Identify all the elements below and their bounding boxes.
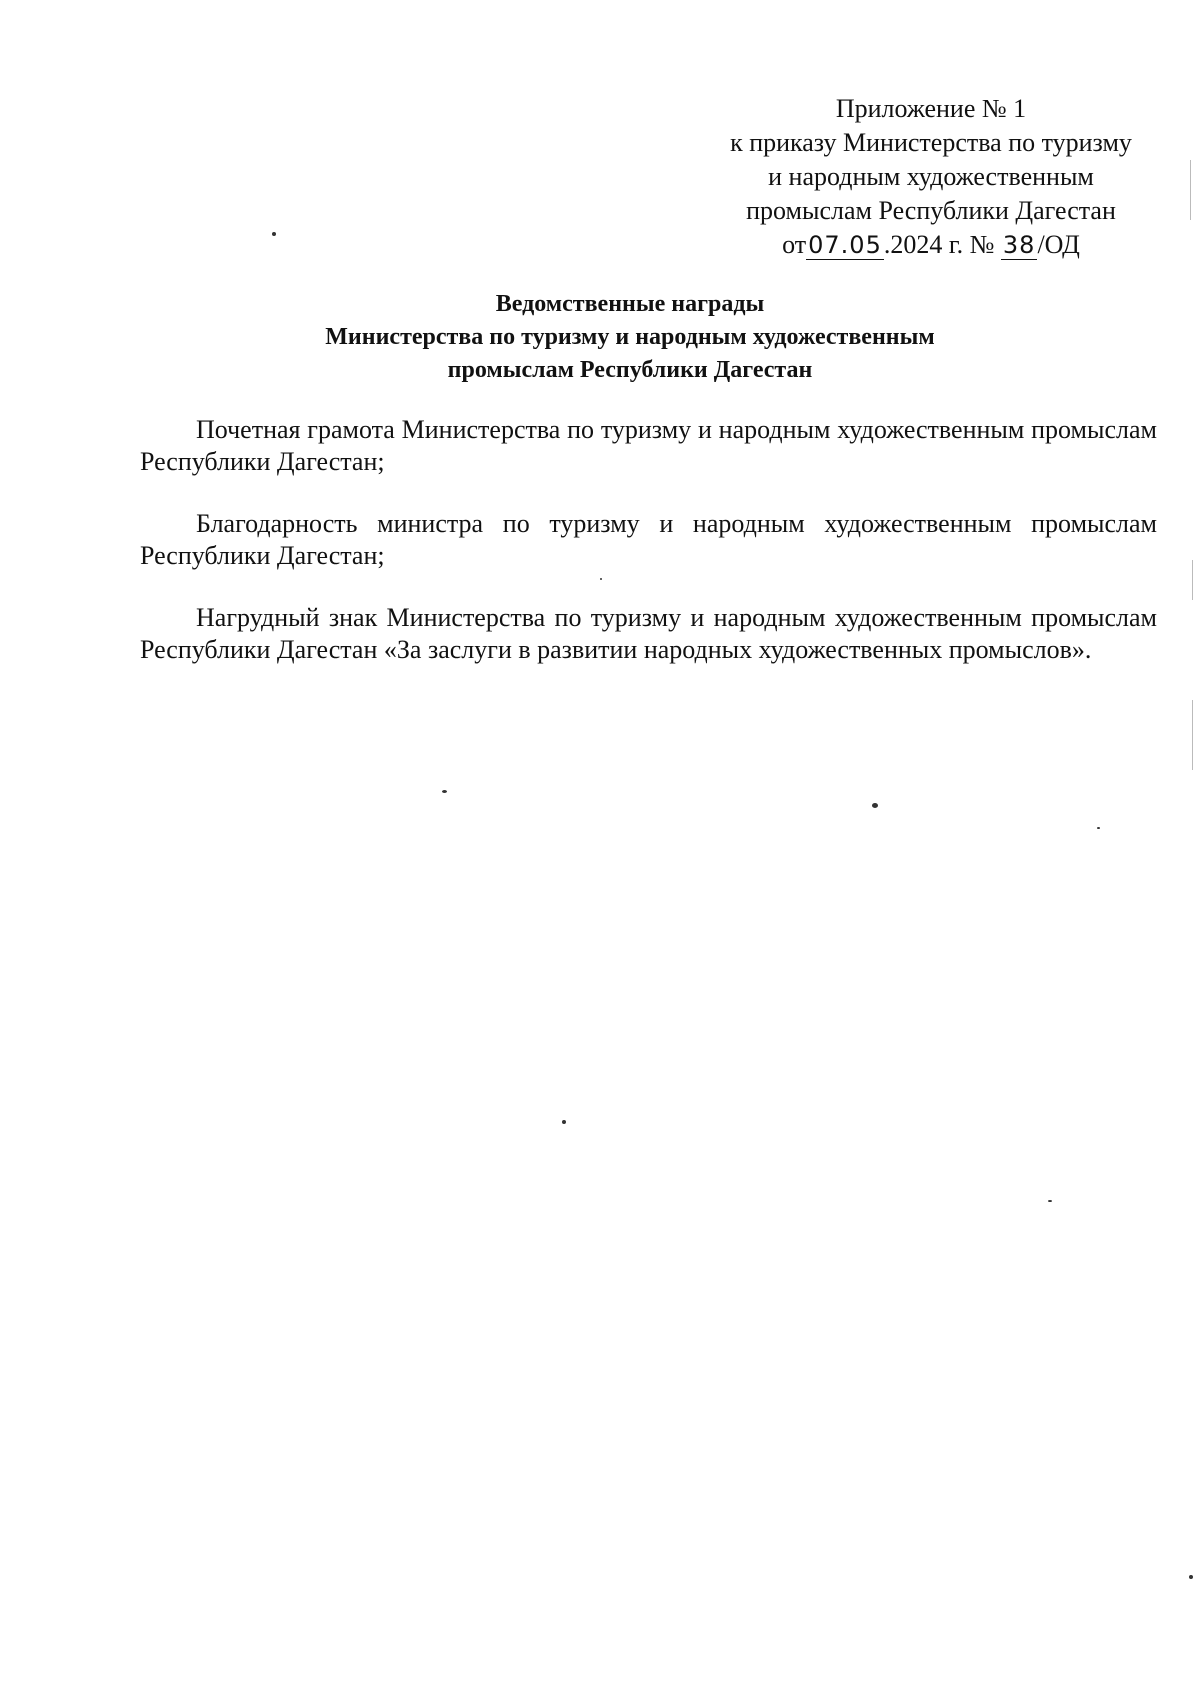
scan-speck (1097, 827, 1100, 829)
document-title (240, 288, 1020, 387)
scan-edge-mark (1192, 700, 1193, 770)
order-number-suffix: /ОД (1037, 230, 1080, 259)
appendix-ministry-line: и народным художественным (768, 162, 1094, 191)
appendix-order-ref: к приказу Министерства по туризму (730, 128, 1132, 157)
award-breast-badge: Нагрудный знак Министерства по туризму и народным художественным промыслам Республики Дагестан «За заслуги в развитии народных художественных промыслов». (140, 603, 1157, 664)
appendix-header (680, 92, 1182, 262)
award-gratitude: Благодарность министра по туризму и народным художественным промыслам Республики Дагестан; (140, 509, 1157, 570)
scan-speck (1189, 1575, 1193, 1579)
title-line-1: Ведомственные награды (495, 291, 765, 317)
scan-speck (562, 1120, 566, 1124)
appendix-republic-line: промыслам Республики Дагестан (746, 196, 1116, 225)
date-prefix: от (782, 230, 807, 259)
appendix-date-line (680, 228, 1182, 262)
title-line-3: промыслам Республики Дагестан (447, 357, 813, 383)
scan-speck (442, 790, 447, 793)
appendix-number: Приложение № 1 (835, 94, 1027, 123)
scan-edge-mark (1192, 560, 1193, 600)
scan-speck (272, 232, 276, 236)
date-suffix: .2024 г. № (883, 230, 995, 259)
handwritten-date: 07.05 (808, 231, 882, 259)
scan-speck (872, 803, 878, 808)
scan-speck (1048, 1200, 1052, 1202)
awards-list (140, 414, 1157, 696)
scan-edge-mark (1190, 160, 1191, 220)
scan-speck (600, 578, 602, 580)
title-line-2: Министерства по туризму и народным художественным (325, 324, 935, 350)
award-honorary-certificate: Почетная грамота Министерства по туризму и народным художественным промыслам Республики Дагестан; (140, 415, 1157, 476)
handwritten-order-number: 38 (1002, 231, 1036, 259)
